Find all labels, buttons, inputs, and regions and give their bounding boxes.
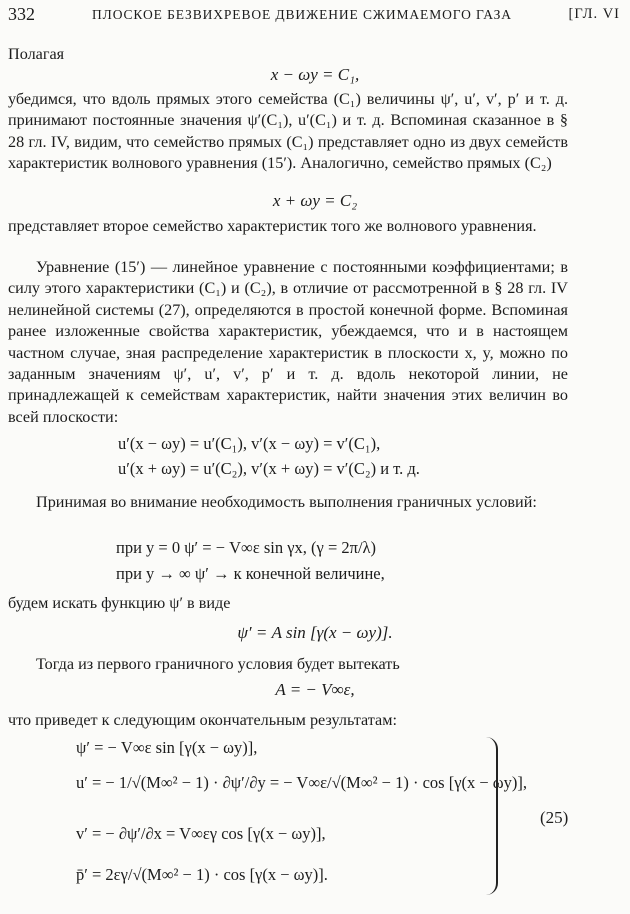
paragraph-5: будем искать функцию ψ′ в виде — [8, 594, 231, 612]
chapter-label: [ГЛ. VI — [568, 6, 620, 22]
paragraph-4: Принимая во внимание необходимость выполнения граничных условий: — [36, 493, 537, 511]
running-title: ПЛОСКОЕ БЕЗВИХРЕВОЕ ДВИЖЕНИЕ СЖИМАЕМОГО ГАЗА — [92, 7, 512, 22]
paragraph-6: Тогда из первого граничного условия будет вытекать — [36, 655, 400, 673]
paragraph-7: что приведет к следующим окончательным результатам: — [8, 711, 397, 729]
result-v: v′ = − ∂ψ′/∂x = V∞εγ cos [γ(x − ωy)], — [76, 824, 326, 843]
paragraph-2: представляет второе семейство характеристик того же волнового уравнения. — [8, 217, 537, 235]
result-u: u′ = − 1/√(M∞² − 1) · ∂ψ′/∂y = − V∞ε/√(M∞² − 1) · cos [γ(x − ωy)], — [76, 773, 528, 792]
equation-a: A = − V∞ε, — [275, 680, 355, 699]
equation-c1: x − ωy = C₁, — [270, 65, 360, 84]
boundary-condition-1: при y = 0 ψ′ = − V∞ε sin γx, (γ = 2π/λ) — [116, 538, 377, 557]
page-header — [8, 4, 620, 28]
boundary-condition-2: при y → ∞ ψ′ → к конечной величине, — [116, 564, 385, 583]
equation-form: ψ′ = A sin [γ(x − ωy)]. — [237, 623, 393, 642]
right-brace — [486, 737, 498, 895]
equation-system-1: u′(x − ωy) = u′(C₁), v′(x − ωy) = v′(C₁), — [118, 434, 381, 453]
paragraph-1: убедимся, что вдоль прямых этого семейства (C₁) величины ψ′, u′, v′, p′ и т. д. принимают постоянные значения ψ′(C₁), u′(C₁) и т. д. Вспоминая сказанное в § 28 гл. IV, видим, что семейство прямых (C₁) представляет одно из двух семейств характеристик волнового уравнения (15′). Аналогично, семейство прямых (C₂) — [8, 90, 568, 173]
paragraph-3: Уравнение (15′) — линейное уравнение с постоянными коэффициентами; в силу этого характеристики (C₁) и (C₂), в отличие от рассмотренной в § 28 гл. IV нелинейной системы (27), определяются в простой конечной форме. Вспоминая ранее изложенные свойства характеристик, убеждаемся, что и в настоящем частном случае, зная распределение характеристик в плоскости x, y, можно по заданным значениям ψ′, u′, v′, p′ и т. д. вдоль некоторой линии, не принадлежащей к семействам характеристик, найти значения этих величин во всей плоскости: — [8, 258, 568, 426]
result-p: p̄′ = 2εγ/√(M∞² − 1) · cos [γ(x − ωy)]. — [76, 865, 328, 884]
page-number: 332 — [8, 4, 35, 24]
equation-number: (25) — [540, 808, 569, 827]
equation-c2: x + ωy = C₂ — [272, 191, 358, 210]
equation-system-2: u′(x + ωy) = u′(C₂), v′(x + ωy) = v′(C₂) и т. д. — [118, 459, 420, 478]
result-psi: ψ′ = − V∞ε sin [γ(x − ωy)], — [76, 738, 258, 757]
text-polagaya: Полагая — [8, 45, 65, 63]
